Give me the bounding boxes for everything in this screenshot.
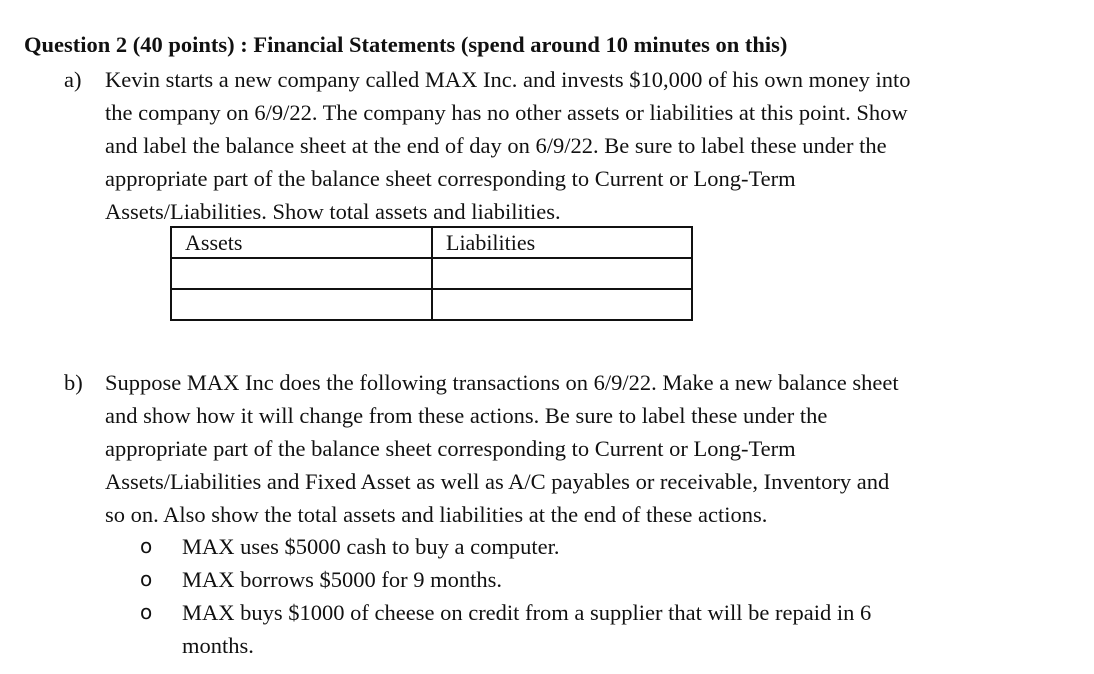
balance-sheet-row: [171, 258, 692, 289]
liabilities-cell: [432, 289, 692, 320]
question-heading: Question 2 (40 points) : Financial Statements (spend around 10 minutes on this): [24, 32, 788, 57]
liabilities-cell: [432, 258, 692, 289]
transaction-list: [140, 530, 1040, 662]
part-a-line: Assets/Liabilities. Show total assets and liabilities.: [105, 199, 561, 224]
assets-header: Assets: [171, 227, 432, 258]
part-b-line: appropriate part of the balance sheet corresponding to Current or Long-Term: [105, 436, 796, 461]
hollow-circle-bullet-icon: o: [140, 534, 153, 558]
liabilities-header: Liabilities: [432, 227, 692, 258]
part-a-text: [105, 63, 1065, 228]
part-a-line: appropriate part of the balance sheet corresponding to Current or Long-Term: [105, 166, 796, 191]
list-item: [140, 530, 1040, 563]
assets-cell: [171, 289, 432, 320]
part-b-line: Suppose MAX Inc does the following transactions on 6/9/22. Make a new balance sheet: [105, 370, 899, 395]
part-b-line: and show how it will change from these actions. Be sure to label these under the: [105, 403, 828, 428]
hollow-circle-bullet-icon: o: [140, 600, 153, 624]
part-a-label: a): [64, 67, 82, 92]
assets-cell: [171, 258, 432, 289]
part-a-line: Kevin starts a new company called MAX Inc. and invests $10,000 of his own money into: [105, 67, 911, 92]
transaction-text: months.: [182, 633, 254, 658]
transaction-text: MAX buys $1000 of cheese on credit from a supplier that will be repaid in 6: [182, 600, 872, 625]
balance-sheet-header-row: [171, 227, 692, 258]
transaction-text: MAX uses $5000 cash to buy a computer.: [182, 534, 560, 559]
part-b-label: b): [64, 370, 83, 395]
balance-sheet-row: [171, 289, 692, 320]
part-b-text: [105, 366, 1065, 531]
part-b-line: Assets/Liabilities and Fixed Asset as well as A/C payables or receivable, Inventory and: [105, 469, 890, 494]
list-item: [140, 596, 1040, 662]
hollow-circle-bullet-icon: o: [140, 567, 153, 591]
part-a-line: and label the balance sheet at the end of day on 6/9/22. Be sure to label these under the: [105, 133, 887, 158]
part-b-line: so on. Also show the total assets and liabilities at the end of these actions.: [105, 502, 768, 527]
balance-sheet-table: [170, 226, 693, 321]
transaction-text: MAX borrows $5000 for 9 months.: [182, 567, 502, 592]
part-a-line: the company on 6/9/22. The company has no other assets or liabilities at this point. Show: [105, 100, 908, 125]
list-item: [140, 563, 1040, 596]
